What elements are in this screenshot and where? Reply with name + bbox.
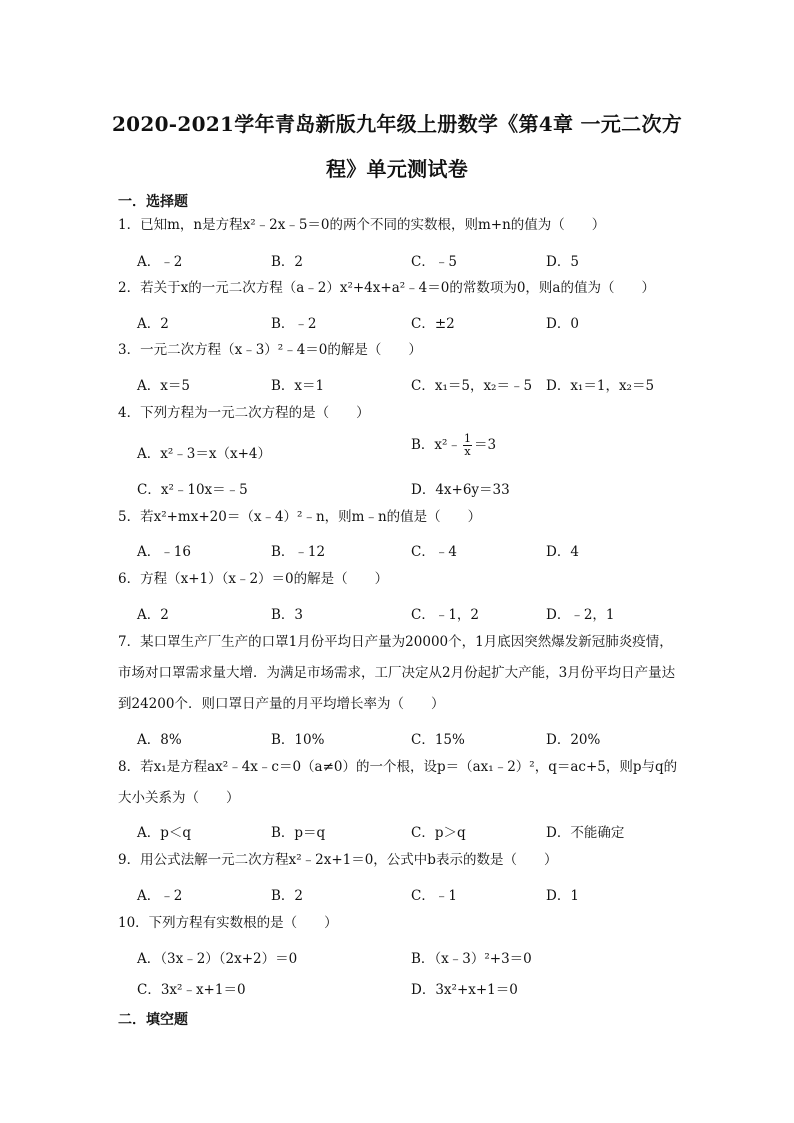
question-9-options [137,884,697,904]
question-4-options-row1 [137,432,697,462]
option-a: A．p＜q [137,825,192,841]
question-2: 2．若关于x的一元二次方程（a﹣2）x²+4x+a²﹣4＝0的常数项为0，则a的值为（ ） [118,280,655,296]
option-b: B．﹣2 [271,316,317,332]
question-7: 7．某口罩生产厂生产的口罩1月份平均日产量为20000个，1月底因突然爆发新冠肺炎疫情，市场对口罩需求量大增．为满足市场需求，工厂决定从2月份起扩大产能，3月份平均日产量达到24200个．则口罩日产量的月平均增长率为（ ） [118,634,676,712]
question-10-options-row2 [137,978,697,998]
question-5-options [137,540,697,560]
option-d: D．﹣2，1 [546,607,615,623]
option-c: C．﹣1，2 [411,607,480,623]
option-d: D．3x²+x+1＝0 [411,982,518,998]
option-a: A．﹣2 [137,254,183,270]
option-b: B．10% [271,732,325,748]
option-b: B．p＝q [271,825,326,841]
option-c: C．x₁＝5，x₂＝﹣5 [411,378,533,394]
option-b-suffix: ＝3 [473,437,497,453]
option-d: D．20% [546,732,601,748]
option-d: D．0 [546,316,579,332]
option-b: B．（x﹣3）²+3＝0 [411,951,532,967]
option-a: A．x²﹣3＝x（x+4） [137,446,271,462]
question-6: 6．方程（x+1）（x﹣2）＝0的解是（ ） [118,571,389,587]
option-d: D．x₁＝1，x₂＝5 [546,378,655,394]
option-a: A．x＝5 [137,378,190,394]
option-b [411,433,496,458]
question-8-options [137,821,697,841]
option-a: A．8% [137,732,182,748]
title-line-2: 程》单元测试卷 [325,157,469,181]
question-3: 3．一元二次方程（x﹣3）²﹣4＝0的解是（ ） [118,342,422,358]
option-b: B．2 [271,254,304,270]
option-d: D．4 [546,544,579,560]
option-c: C．﹣4 [411,544,457,560]
option-c: C．15% [411,732,465,748]
question-6-options [137,603,697,623]
question-1: 1．已知m，n是方程x²﹣2x﹣5＝0的两个不同的实数根，则m+n的值为（ ） [118,217,606,233]
fraction [463,433,472,458]
question-4-options-row2 [137,478,697,498]
option-b: B．3 [271,607,304,623]
title-line-1: 2020-2021学年青岛新版九年级上册数学《第4章 一元二次方 [111,112,683,136]
question-10: 10．下列方程有实数根的是（ ） [118,915,338,931]
question-9: 9．用公式法解一元二次方程x²﹣2x+1＝0，公式中b表示的数是（ ） [118,852,558,868]
section-heading-choice: 一．选择题 [118,194,188,210]
option-d: D．不能确定 [546,825,625,841]
option-c: C．﹣1 [411,888,457,904]
question-2-options [137,312,697,332]
option-a: A．﹣16 [137,544,191,560]
question-7-options [137,728,697,748]
option-c: C．±2 [411,316,455,332]
option-b: B．x＝1 [271,378,325,394]
question-3-options [137,374,697,394]
question-4: 4．下列方程为一元二次方程的是（ ） [118,405,370,421]
option-b: B．2 [271,888,304,904]
question-8: 8．若x₁是方程ax²﹣4x﹣c＝0（a≠0）的一个根，设p＝（ax₁﹣2）²，q＝ac+5，则p与q的大小关系为（ ） [118,759,678,806]
fraction-numerator: 1 [463,432,471,445]
option-d: D．4x+6y＝33 [411,482,510,498]
option-c: C．p＞q [411,825,466,841]
option-c: C．x²﹣10x＝﹣5 [137,482,248,498]
option-c: C．﹣5 [411,254,457,270]
option-a: A．﹣2 [137,888,183,904]
page-title [110,102,684,192]
option-a: A．2 [137,316,169,332]
question-5: 5．若x²+mx+20＝（x﹣4）²﹣n，则m﹣n的值是（ ） [118,509,482,525]
fraction-denominator: x [464,445,471,458]
section-heading-fill: 二．填空题 [118,1012,188,1028]
question-1-options [137,250,697,270]
option-a: A．2 [137,607,169,623]
option-a: A．（3x﹣2）（2x+2）＝0 [137,951,298,967]
option-b-prefix: B．x²﹣ [411,437,461,453]
question-10-options-row1 [137,947,697,967]
option-d: D．1 [546,888,579,904]
option-b: B．﹣12 [271,544,326,560]
option-c: C．3x²﹣x+1＝0 [137,982,246,998]
option-d: D．5 [546,254,579,270]
